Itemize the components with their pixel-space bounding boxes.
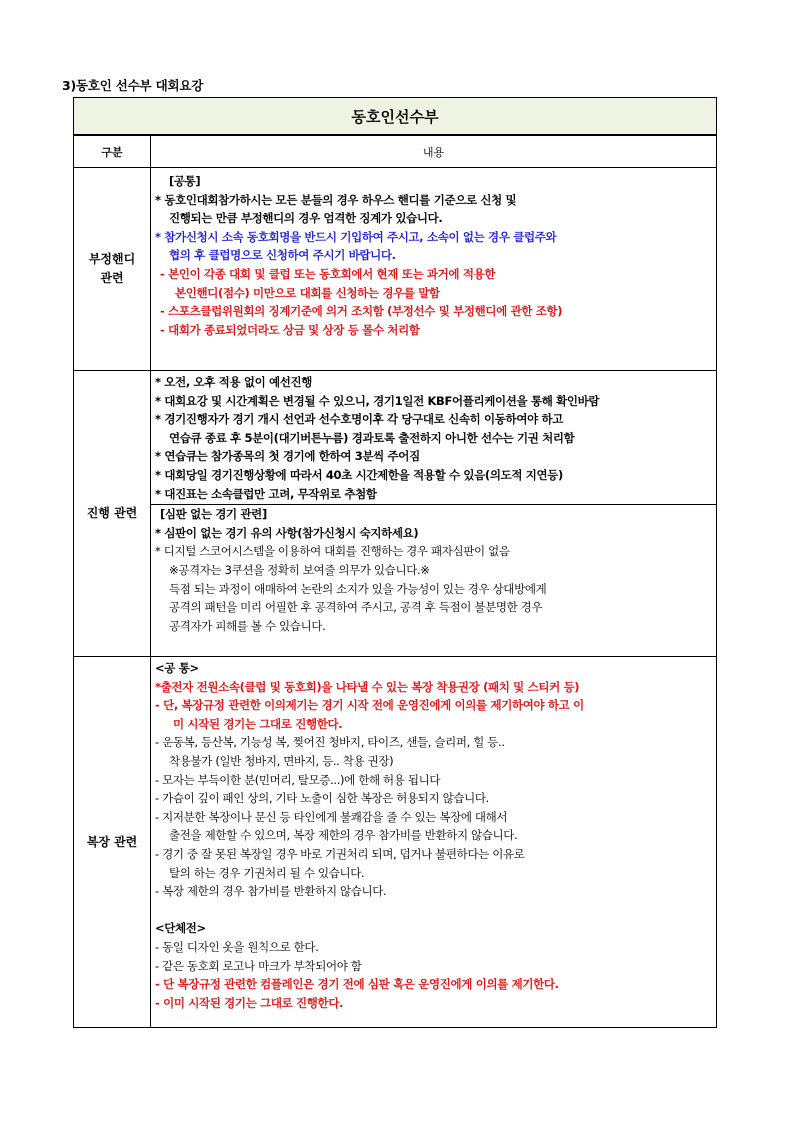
- no-judge-line: 공격의 패턴을 미리 어필한 후 공격하여 주시고, 공격 후 득점이 불분명한 경우: [169, 600, 543, 615]
- no-judge-line: * 심판이 없는 경기 유의 사항(참가신청시 숙지하세요): [155, 525, 419, 540]
- handicap-line: - 스포츠클럽위원회의 징계기준에 의거 조치함 (부정선수 및 부정핸디에 관한 조항): [160, 304, 563, 319]
- team-title: <단체전>: [155, 921, 206, 936]
- handicap-line: - 대회가 종료되었더라도 상금 및 상장 등 몰수 처리함: [160, 322, 420, 337]
- dress-line: 착용불가 (일반 청바지, 면바지, 등.. 착용 권장): [169, 753, 394, 768]
- handicap-label: [74, 168, 151, 371]
- dress-line: 출전을 제한할 수 있으며, 복장 제한의 경우 참가비를 반환하지 않습니다.: [169, 828, 518, 843]
- dress-line: 미 시작된 경기는 그대로 진행한다.: [173, 716, 343, 731]
- progress-line: 연습큐 종료 후 5분이(대기버튼누름) 경과토록 출전하지 아니한 선수는 기권 처리함: [169, 430, 575, 445]
- section-heading: 3)동호인 선수부 대회요강: [62, 78, 204, 93]
- progress-line: * 오전, 오후 적용 없이 예선진행: [155, 375, 313, 389]
- dress-line: - 단, 복장규정 관련한 이의제기는 경기 시작 전에 운영진에게 이의를 제기하여야 하고 이: [155, 698, 584, 713]
- team-line: - 단 복장규정 관련한 컴플레인은 경기 전에 심판 혹은 운영진에게 이의를 제기한다.: [155, 977, 559, 992]
- dress-line: - 가슴이 깊이 패인 상의, 기타 노출이 심한 복장은 허용되지 않습니다.: [155, 791, 489, 806]
- progress-line: * 연습큐는 참가종목의 첫 경기에 한하여 3분씩 주어짐: [155, 449, 420, 464]
- header-category: 구분: [74, 135, 151, 168]
- progress-line: * 대진표는 소속클럽만 고려, 무작위로 추첨함: [155, 486, 377, 501]
- dress-line: - 지저분한 복장이나 문신 등 타인에게 불쾌감을 줄 수 있는 복장에 대해서: [155, 809, 508, 824]
- team-line: - 같은 동호회 로고나 마크가 부착되어야 함: [155, 958, 362, 973]
- dress-line: *출전자 전원소속(클럽 및 동호회)을 나타낼 수 있는 복장 착용권장 (패치 및 스티커 등): [155, 679, 580, 694]
- handicap-content: [151, 168, 717, 371]
- header-content: 내용: [151, 135, 717, 168]
- handicap-line: 본인핸디(점수) 미만으로 대회를 신청하는 경우를 말함: [175, 285, 440, 300]
- dress-line: - 모자는 부득이한 분(민머리, 탈모증...)에 한해 허용 됩니다: [155, 772, 441, 787]
- progress-line: * 대회요강 및 시간계획은 변경될 수 있으니, 경기1일전 KBF어플리케이션을 통해 확인바람: [155, 393, 600, 408]
- team-line: - 이미 시작된 경기는 그대로 진행한다.: [155, 995, 344, 1010]
- no-judge-line: 득점 되는 과정이 애매하여 논란의 소지가 있을 가능성이 있는 경우 상대방에게: [169, 581, 547, 596]
- team-line: - 동일 디자인 옷을 원칙으로 한다.: [155, 939, 319, 954]
- tournament-rules-table: [73, 97, 717, 1028]
- no-judge-title: [심판 없는 경기 관련]: [160, 507, 267, 522]
- no-judge-line: ※공격자는 3쿠션을 정확히 보여줄 의무가 있습니다.※: [169, 562, 430, 577]
- dress-content: [151, 657, 717, 1028]
- dress-line: - 경기 중 잘 못된 복장일 경우 바로 기권처리 되며, 덥거나 불편하다는 이유로: [155, 846, 525, 861]
- handicap-common-title: [공통]: [169, 174, 201, 188]
- handicap-line: * 참가신청시 소속 동호회명을 반드시 기입하여 주시고, 소속이 없는 경우 클럽주와: [155, 229, 557, 244]
- dress-line: - 복장 제한의 경우 참가비를 반환하지 않습니다.: [155, 884, 387, 899]
- no-judge-line: 공격자가 피해를 볼 수 있습니다.: [169, 618, 326, 633]
- dress-label: 복장 관련: [74, 657, 151, 1028]
- table-title: 동호인선수부: [74, 98, 717, 136]
- handicap-line: - 본인이 각종 대회 및 클럽 또는 동호회에서 현재 또는 과거에 적용한: [160, 266, 496, 281]
- progress-line: * 대회당일 경기진행상황에 따라서 40초 시간제한을 적용할 수 있음(의도적 지연등): [155, 467, 563, 482]
- handicap-label-line1: 부정핸디: [88, 252, 136, 266]
- dress-line: - 운동복, 등산복, 기능성 복, 찢어진 청바지, 타이즈, 샌들, 슬리퍼, 힐 등..: [155, 735, 505, 750]
- no-judge-line: * 디지털 스코어시스템을 이용하여 대회를 진행하는 경우 패자심판이 없음: [155, 544, 510, 559]
- spacer: [155, 901, 712, 920]
- handicap-line: 협의 후 클럽명으로 신청하여 주시기 바랍니다.: [169, 248, 396, 263]
- dress-common-title: <공 통>: [155, 661, 199, 675]
- handicap-label-line2: 관련: [100, 271, 124, 285]
- dress-line: 탈의 하는 경우 기권처리 될 수 있습니다.: [169, 865, 365, 880]
- progress-line: * 경기진행자가 경기 개시 선언과 선수호명이후 각 당구대로 신속히 이동하여야 하고: [155, 412, 564, 427]
- handicap-line: 진행되는 만큼 부정핸디의 경우 엄격한 징계가 있습니다.: [169, 211, 443, 226]
- handicap-line: * 동호인대회참가하시는 모든 분들의 경우 하우스 핸디를 기준으로 신청 및: [155, 192, 517, 207]
- progress-content: [151, 371, 717, 657]
- progress-label: 진행 관련: [74, 371, 151, 657]
